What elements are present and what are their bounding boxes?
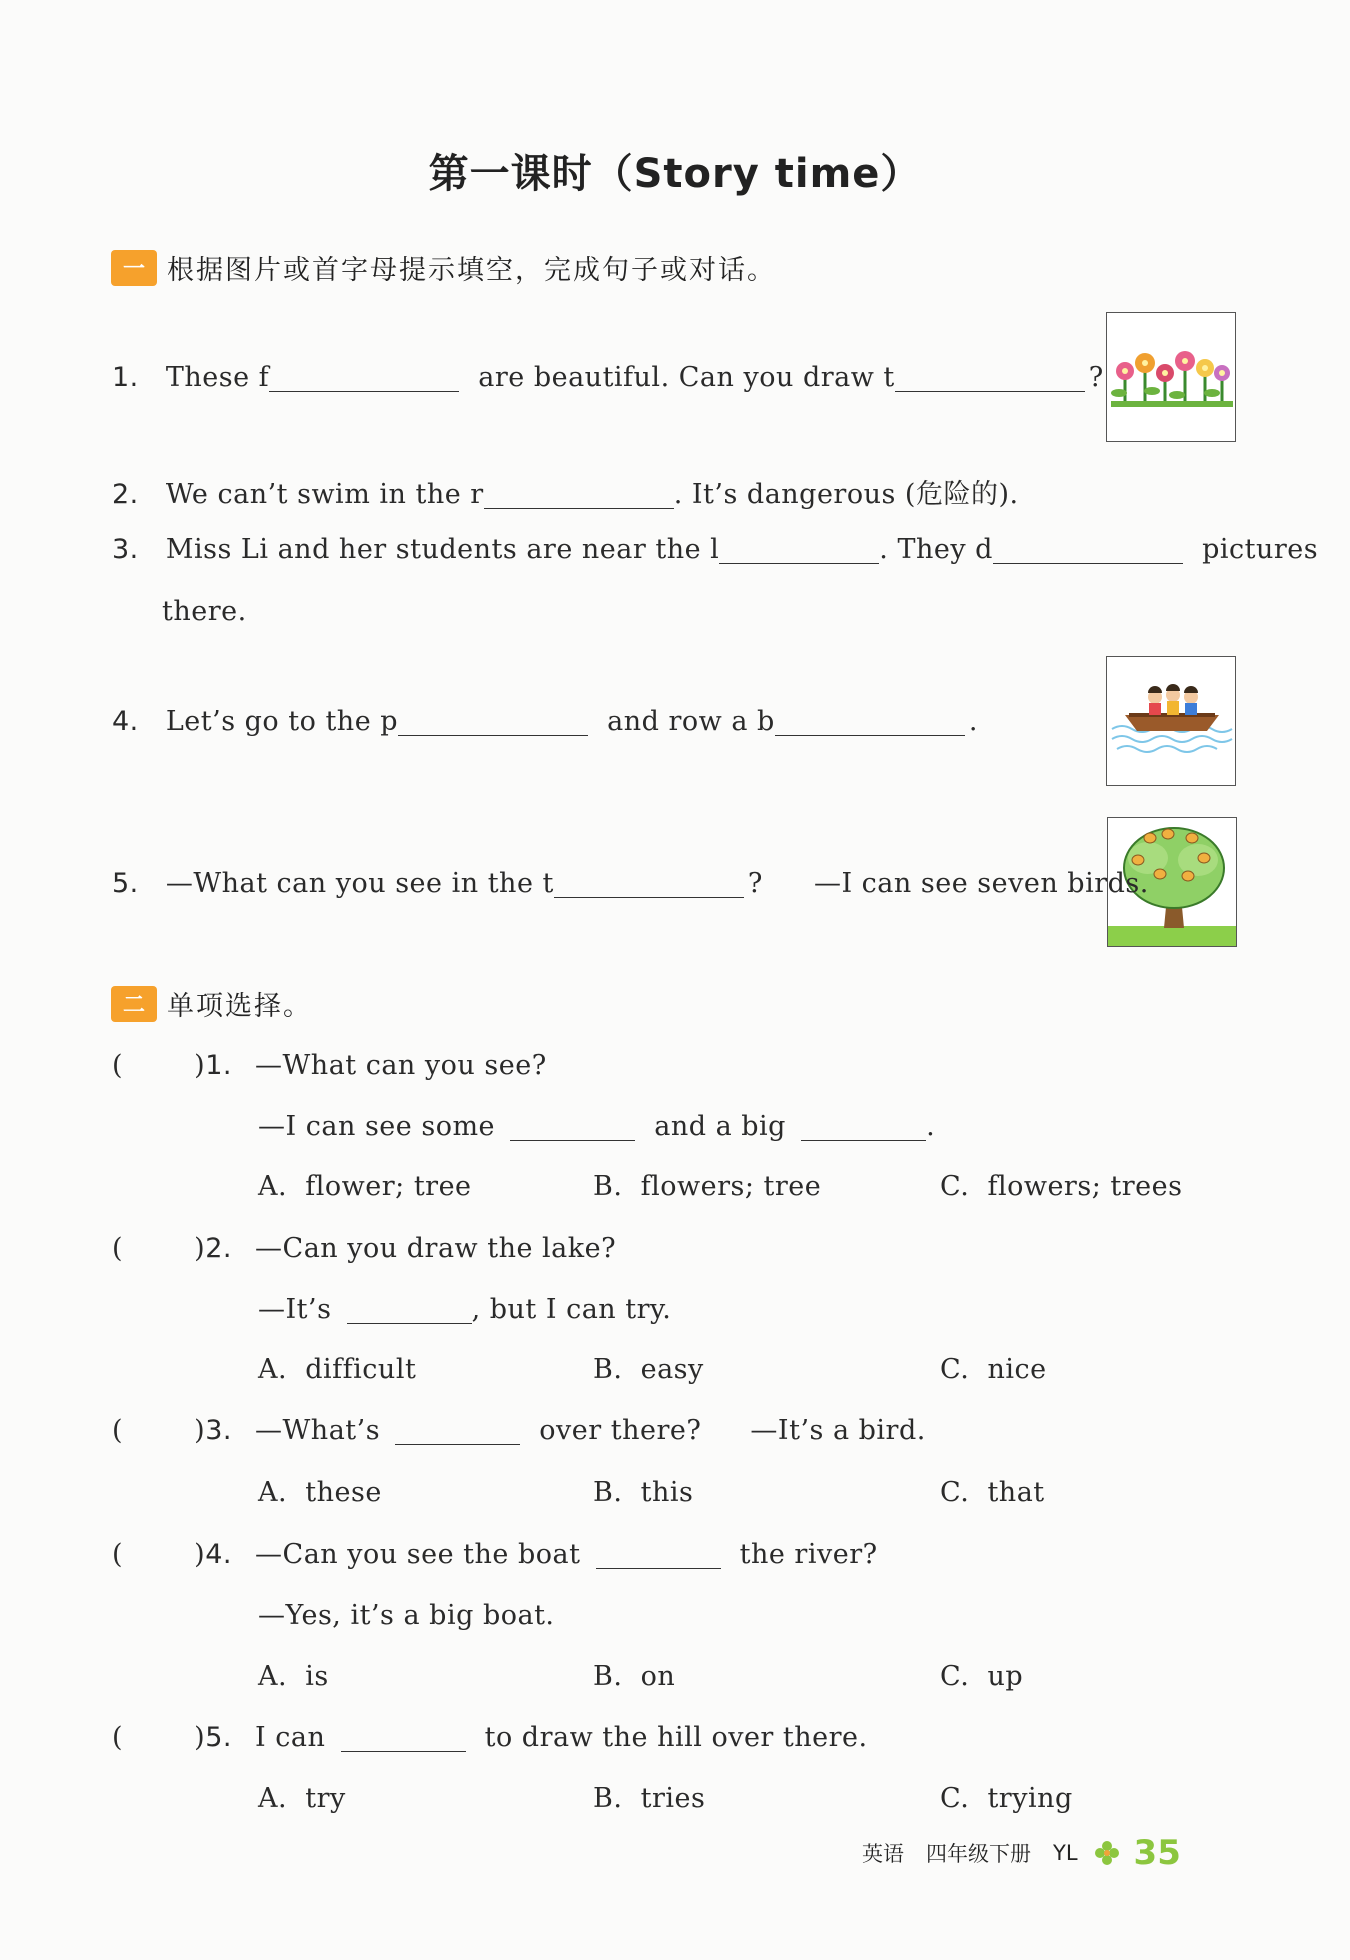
item-text: ? [747, 868, 763, 899]
question-number: 3. [205, 1415, 232, 1446]
answer-box[interactable] [132, 1237, 194, 1263]
answer-box[interactable] [132, 1054, 194, 1080]
option-b[interactable]: B. on [593, 1661, 676, 1692]
question-text: the river? [739, 1539, 878, 1570]
option-a[interactable]: A. try [258, 1783, 346, 1814]
question-text: —It’s [258, 1294, 332, 1325]
question-number: 2. [205, 1233, 232, 1264]
item-text: These f [165, 362, 270, 393]
question-text: —Can you see the boat [255, 1539, 581, 1570]
item-number: 5. [112, 868, 139, 899]
choice-question-5 [112, 1722, 868, 1753]
question-number: 4. [205, 1539, 232, 1570]
item-number: 3. [112, 534, 139, 565]
answer-box[interactable] [132, 1419, 194, 1445]
answer-blank[interactable] [719, 537, 879, 564]
option-c[interactable]: C. that [940, 1477, 1045, 1508]
fill-item-2 [112, 472, 1019, 511]
answer-blank [801, 1114, 926, 1141]
question-text: and a big [654, 1111, 786, 1142]
footer-grade: 四年级下册 [926, 1842, 1031, 1866]
answer-paren-close: ) [194, 1050, 206, 1081]
clover-icon [1094, 1840, 1120, 1866]
answer-paren-open: ( [112, 1050, 124, 1081]
item-number: 4. [112, 706, 139, 737]
answer-blank[interactable] [554, 871, 744, 898]
answer-paren-close: ) [194, 1233, 206, 1264]
answer-paren-open: ( [112, 1233, 124, 1264]
option-a[interactable]: A. difficult [258, 1354, 417, 1385]
question-number: 1. [205, 1050, 232, 1081]
choice-question-2-line2 [258, 1294, 671, 1325]
option-c[interactable]: C. nice [940, 1354, 1047, 1385]
item-text: —What can you see in the t [165, 868, 554, 899]
answer-box[interactable] [132, 1543, 194, 1569]
option-c[interactable]: C. trying [940, 1783, 1073, 1814]
answer-blank [510, 1114, 635, 1141]
answer-blank[interactable] [269, 365, 459, 392]
boat-picture [1106, 656, 1236, 786]
fill-item-1 [112, 362, 1104, 393]
answer-blank [341, 1725, 466, 1752]
question-text: to draw the hill over there. [484, 1722, 868, 1753]
item-number: 1. [112, 362, 139, 393]
fill-item-3-continued [162, 596, 247, 627]
option-a[interactable]: A. flower; tree [258, 1171, 472, 1202]
flowers-icon [1107, 313, 1236, 442]
question-text: —It’s a bird. [750, 1415, 926, 1446]
choice-question-2 [112, 1233, 616, 1264]
answer-paren-close: ) [194, 1415, 206, 1446]
item-text: Let’s go to the p [165, 706, 399, 737]
fill-item-5 [112, 868, 1149, 899]
footer-subject: 英语 [862, 1842, 904, 1866]
answer-paren-open: ( [112, 1415, 124, 1446]
question-text: —What’s [255, 1415, 381, 1446]
section1-header [111, 248, 776, 287]
item-text: are beautiful. Can you draw t [478, 362, 895, 393]
section2-badge: 二 [111, 986, 157, 1022]
answer-blank[interactable] [484, 482, 674, 509]
choice-question-4 [112, 1539, 878, 1570]
answer-box[interactable] [132, 1726, 194, 1752]
item-text: pictures [1202, 534, 1319, 565]
item-text: —I can see seven birds. [813, 868, 1149, 899]
answer-blank[interactable] [993, 537, 1183, 564]
section2-header [111, 984, 312, 1023]
question-text: . [926, 1111, 936, 1142]
answer-paren-open: ( [112, 1539, 124, 1570]
item-text: . They d [879, 534, 993, 565]
fill-item-3 [112, 534, 1318, 565]
flowers-picture [1106, 312, 1236, 442]
choice-question-4-line2 [258, 1600, 555, 1631]
boat-icon [1107, 657, 1236, 786]
question-text: —Can you draw the lake? [255, 1233, 617, 1264]
item-text: We can’t swim in the r [165, 479, 484, 510]
option-c[interactable]: C. flowers; trees [940, 1171, 1183, 1202]
choice-question-1 [112, 1050, 547, 1081]
option-b[interactable]: B. this [593, 1477, 694, 1508]
option-c[interactable]: C. up [940, 1661, 1024, 1692]
answer-blank[interactable] [895, 365, 1085, 392]
question-text: —I can see some [258, 1111, 496, 1142]
option-b[interactable]: B. easy [593, 1354, 704, 1385]
answer-paren-open: ( [112, 1722, 124, 1753]
answer-paren-close: ) [194, 1722, 206, 1753]
item-text: Miss Li and her students are near the l [165, 534, 720, 565]
item-text: there. [162, 596, 247, 627]
question-text: over there? [539, 1415, 702, 1446]
item-number: 2. [112, 479, 139, 510]
section2-instruction: 单项选择。 [167, 991, 312, 1022]
page-title: 第一课时（Story time） [428, 151, 922, 197]
item-text: . It’s dangerous (危险的). [673, 479, 1019, 510]
choice-question-3 [112, 1415, 926, 1446]
fill-item-4 [112, 706, 978, 737]
option-a[interactable]: A. these [258, 1477, 382, 1508]
question-text: I can [255, 1722, 326, 1753]
question-text: —Yes, it’s a big boat. [258, 1600, 555, 1631]
item-text: . [968, 706, 978, 737]
section1-instruction: 根据图片或首字母提示填空，完成句子或对话。 [167, 255, 776, 286]
answer-blank[interactable] [398, 709, 588, 736]
option-b[interactable]: B. flowers; tree [593, 1171, 822, 1202]
page-number: 35 [1133, 1833, 1181, 1873]
question-number: 5. [205, 1722, 232, 1753]
answer-blank [596, 1542, 721, 1569]
option-b[interactable]: B. tries [593, 1783, 706, 1814]
footer-edition: YL [1053, 1841, 1078, 1865]
option-a[interactable]: A. is [258, 1661, 329, 1692]
answer-blank [347, 1297, 472, 1324]
item-text: ? [1088, 362, 1104, 393]
answer-blank [395, 1418, 520, 1445]
question-text: —What can you see? [255, 1050, 547, 1081]
choice-question-1-line2 [258, 1111, 935, 1142]
page-footer [862, 1833, 1181, 1873]
answer-blank[interactable] [775, 709, 965, 736]
question-text: , but I can try. [471, 1294, 672, 1325]
answer-paren-close: ) [194, 1539, 206, 1570]
item-text: and row a b [607, 706, 775, 737]
section1-badge: 一 [111, 250, 157, 286]
